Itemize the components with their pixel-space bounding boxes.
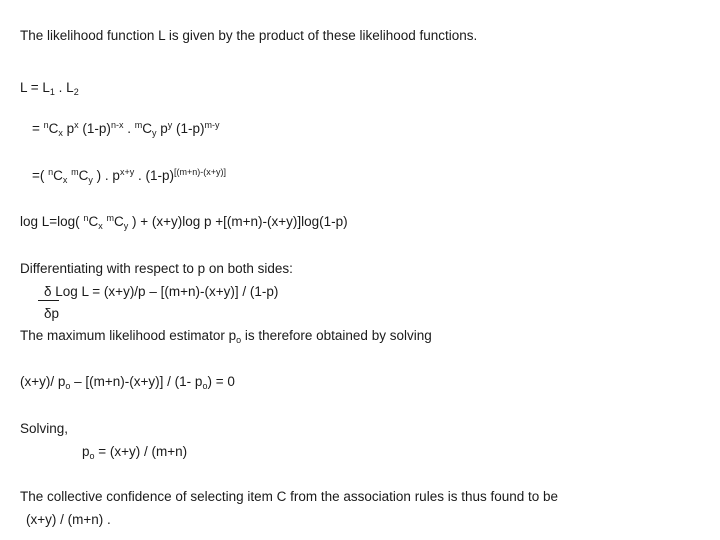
derivative-denominator: δp [44,306,60,321]
derivative-equation: δ Log L = (x+y)/p – [(m+n)-(x+y)] / (1-p) [44,284,279,299]
result-expression: (x+y) / (m+n) . [26,512,111,527]
solution-equation: $p_o = (x+y) / (m+n)$ [82,444,188,461]
score-equation: (x+y)/ $p_o - [(m+n)-(x+y)] / (1-$ $p_o) = 0$ [20,374,235,391]
likelihood-product-equation: $L = L_1$ . $L_2$ [20,80,79,97]
solving-label: Solving, [20,421,69,436]
conclusion-text: The collective confidence of selecting item C from the association rules is thus found to be [20,489,559,504]
log-likelihood-equation: log L=log( $^nC_x$ $^mC_y$ ) + (x+y)log p +[(m+n)-(x+y)]log(1-p) [20,213,348,231]
likelihood-expanded-equation: = $^nC_x$ $p^x$ $(1-p)^{n-x}$ . $^mC_y$ $p^y$ $(1-p)^{m-y}$ [32,120,220,138]
intro-text: The likelihood function L is given by the product of these likelihood functions. [20,28,478,43]
differentiating-text: Differentiating with respect to p on both sides: [20,261,293,276]
likelihood-combined-equation: =( $^nC_x$ $^mC_y$ ) . $p^{x+y}$ . (1-p)[(m+n)-(x+y)] [32,167,226,185]
delta-symbol: δ [44,284,52,299]
mle-text: The maximum likelihood estimator $p_o$ is therefore obtained by solving [20,328,432,345]
